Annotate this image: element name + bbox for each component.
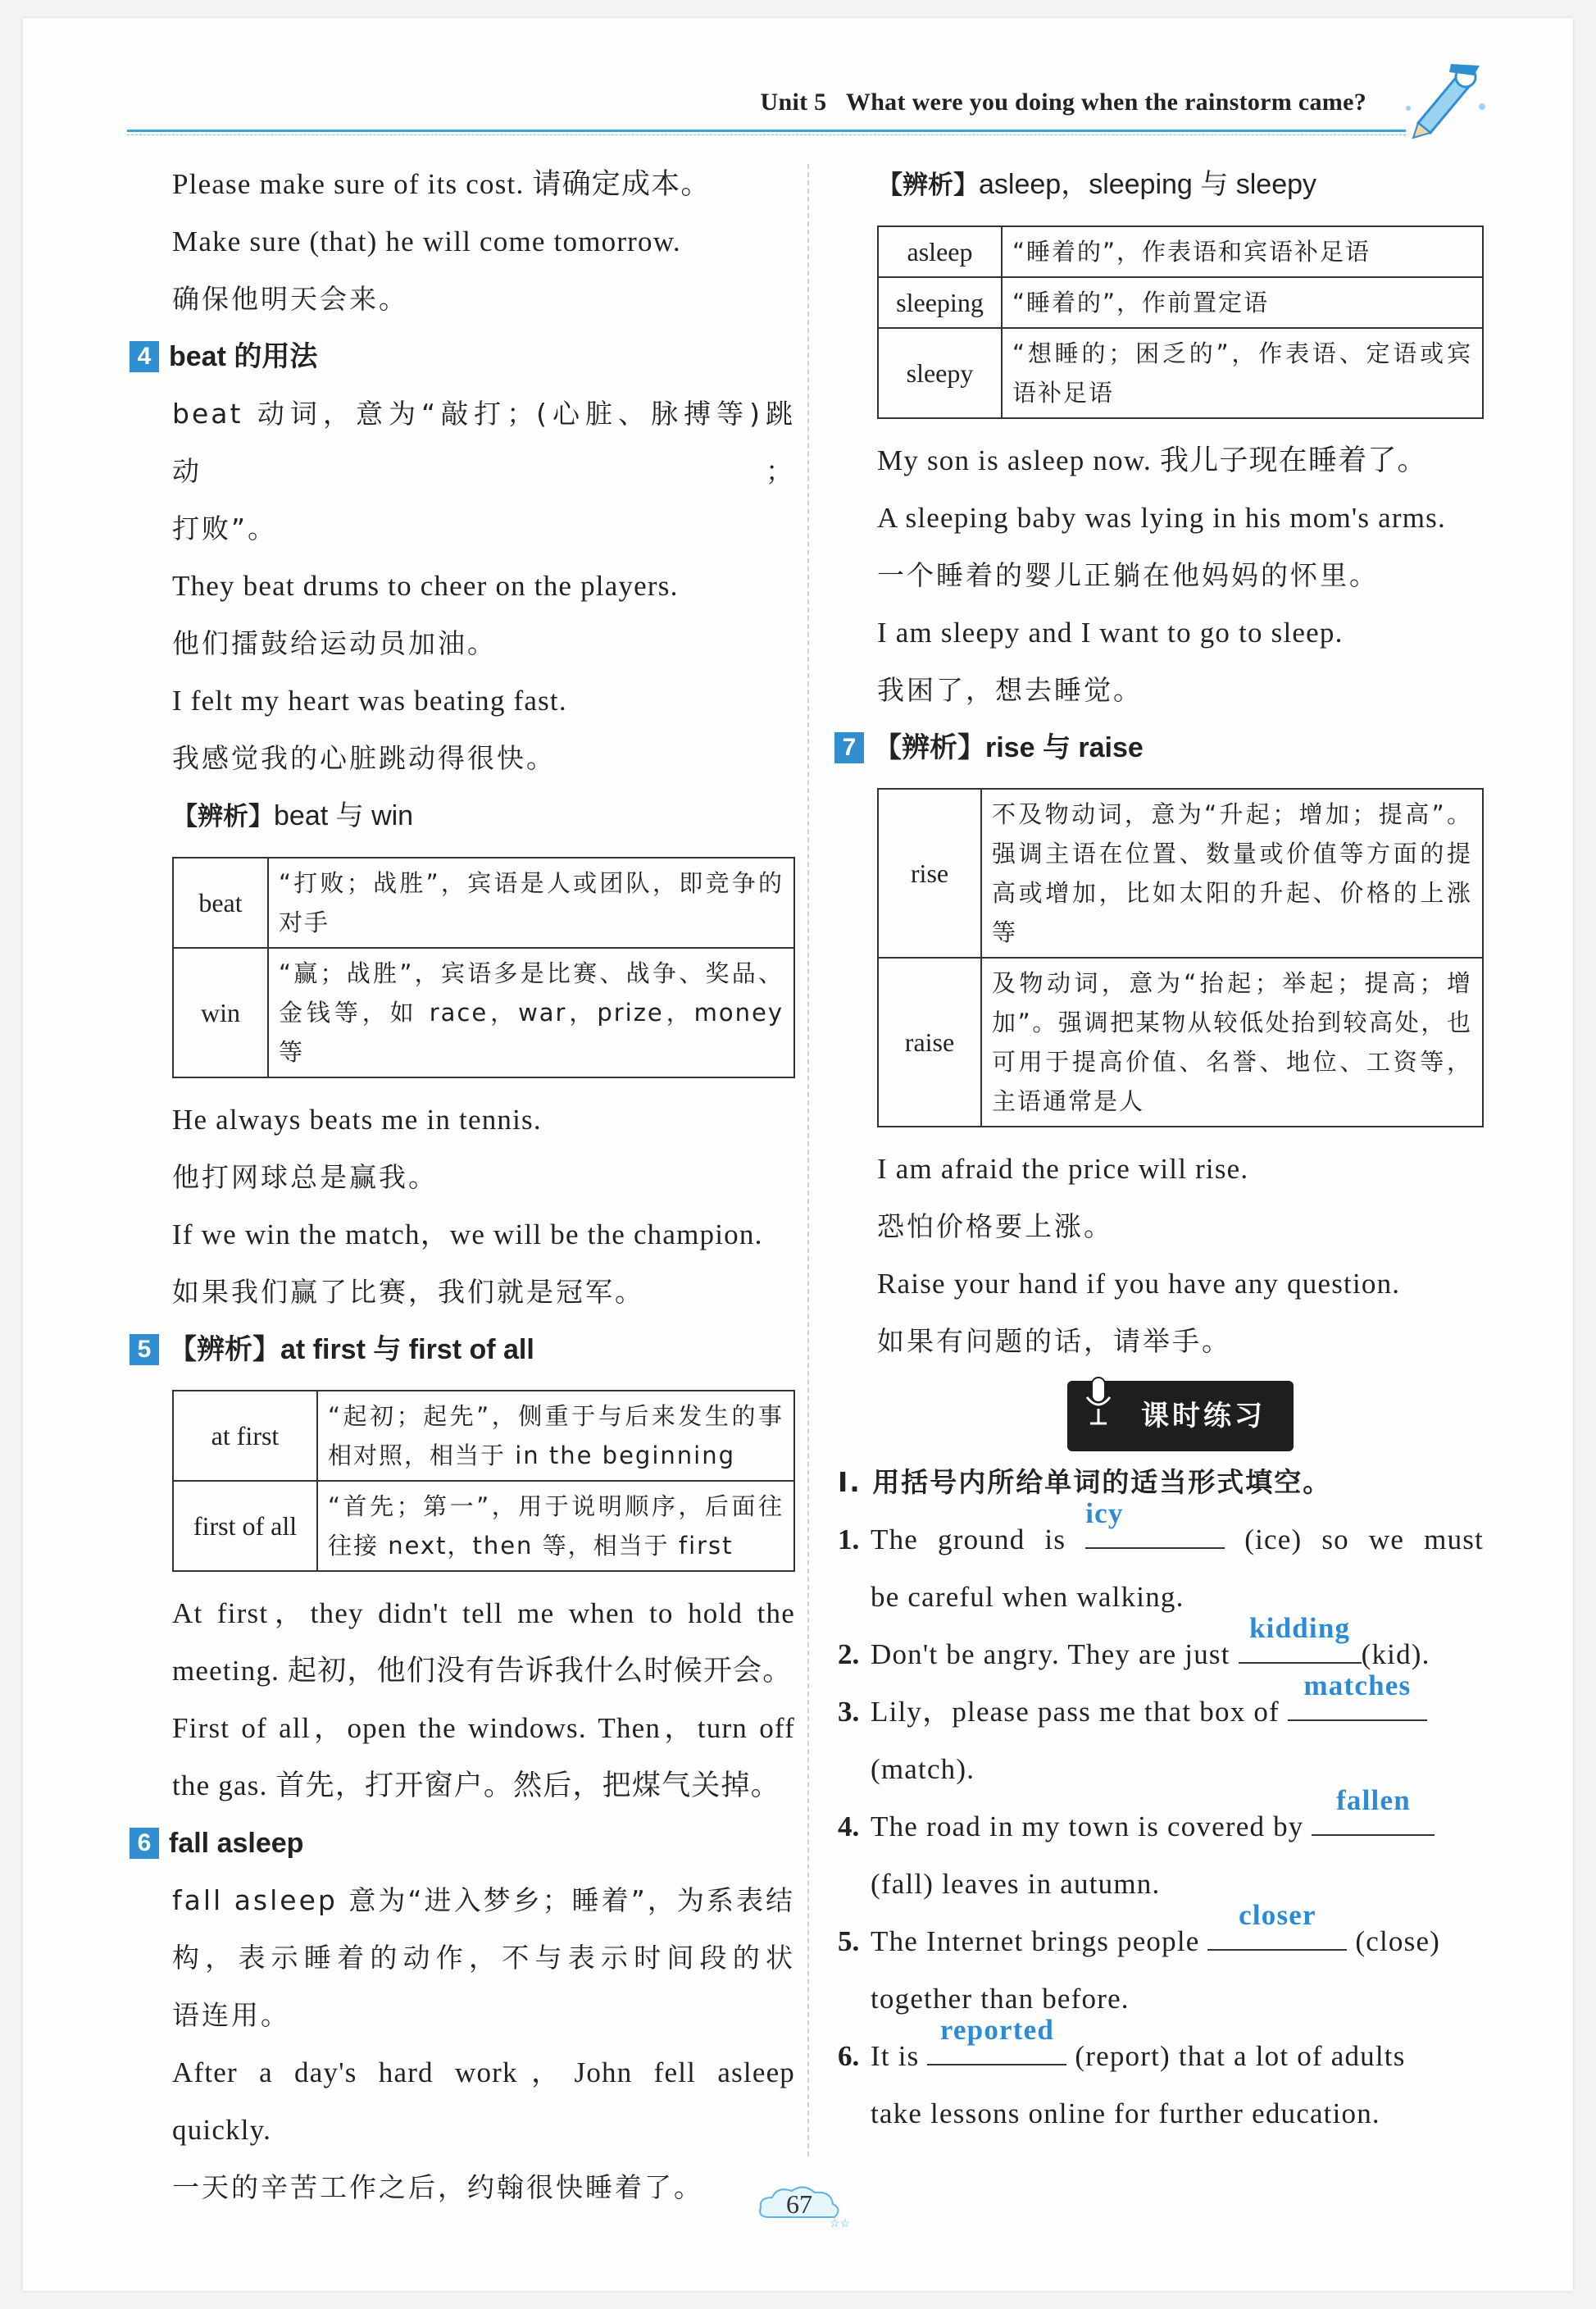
header-rule xyxy=(127,130,1406,132)
exercise-question xyxy=(838,1784,1484,1913)
right-column xyxy=(838,156,1485,2143)
example-line: meeting. 起初，他们没有告诉我什么时候开会。 xyxy=(172,1655,793,1687)
example-line: 他们擂鼓给运动员加油。 xyxy=(172,627,497,659)
example-line: They beat drums to cheer on the players. xyxy=(172,570,679,602)
section-number-badge: 5 xyxy=(130,1334,159,1365)
table-term: at first xyxy=(173,1391,317,1481)
example-line: Raise your hand if you have any question. xyxy=(877,1268,1401,1300)
answer-blank[interactable] xyxy=(1288,1669,1427,1721)
header-rule-dashed xyxy=(127,134,1406,135)
header-title xyxy=(761,89,1367,116)
question-continuation: be careful when walking. xyxy=(871,1581,1184,1613)
page-number-text: 67 xyxy=(786,2189,812,2219)
table-row xyxy=(878,328,1483,418)
table-row xyxy=(878,226,1483,277)
question-number: 1. xyxy=(838,1523,860,1555)
question-continuation: (fall) leaves in autumn. xyxy=(871,1868,1161,1900)
section-4-heading xyxy=(130,328,795,385)
question-text: The Internet brings people xyxy=(871,1925,1200,1957)
table-term: sleeping xyxy=(878,277,1002,328)
example-line: He always beats me in tennis. xyxy=(172,1104,542,1136)
table-row xyxy=(878,277,1483,328)
rise-raise-table xyxy=(877,788,1484,1127)
table-definition: “起初；起先”，侧重于与后来发生的事相对照，相当于 in the beginning xyxy=(317,1391,794,1481)
table-term: win xyxy=(173,948,268,1077)
table-row xyxy=(878,958,1483,1127)
page-header xyxy=(0,0,1596,143)
asleep-table xyxy=(877,225,1484,419)
exercise-question xyxy=(838,2014,1484,2143)
compare-heading xyxy=(877,156,1484,214)
table-definition: “赢；战胜”，宾语多是比赛、战争、奖品、金钱等，如 race，war，prize，money 等 xyxy=(268,948,794,1077)
cartoon-pencil-icon xyxy=(1402,57,1492,139)
column-divider xyxy=(807,164,809,2156)
table-term: sleepy xyxy=(878,328,1002,418)
question-continuation: together than before. xyxy=(871,1983,1130,2015)
definition-line: fall asleep 意为“进入梦乡；睡着”，为系表结 xyxy=(172,1884,795,1916)
question-text: Don't be angry. They are just xyxy=(871,1638,1230,1670)
question-text: (kid). xyxy=(1361,1638,1430,1670)
section-title: rise 与 raise xyxy=(985,732,1144,763)
question-number: 5. xyxy=(838,1925,860,1957)
unit-title: What were you doing when the rainstorm came? xyxy=(845,89,1366,116)
table-definition: “首先；第一”，用于说明顺序，后面往往接 next，then 等，相当于 first xyxy=(317,1481,794,1571)
table-term: first of all xyxy=(173,1481,317,1571)
example-line: 一个睡着的婴儿正躺在他妈妈的怀里。 xyxy=(877,559,1379,591)
answer-text: fallen xyxy=(1336,1784,1411,1816)
example-line: First of all，open the windows. Then，turn off xyxy=(172,1712,795,1744)
example-line: After a day's hard work，John fell asleep xyxy=(172,2056,795,2088)
table-definition: “打败；战胜”，宾语是人或团队，即竞争的对手 xyxy=(268,858,794,948)
unit-label: Unit 5 xyxy=(760,89,827,116)
question-text: (ice) so we must xyxy=(1244,1523,1485,1555)
answer-text: closer xyxy=(1239,1899,1316,1931)
question-text: (close) xyxy=(1355,1925,1441,1957)
definition-line: beat 动词，意为“敲打；(心脏、脉搏等)跳动； xyxy=(172,398,795,487)
compare-label: 【辨析】 xyxy=(877,171,979,200)
question-continuation: (match). xyxy=(871,1753,975,1785)
intro-line: Make sure (that) he will come tomorrow. xyxy=(172,225,681,257)
answer-text: kidding xyxy=(1248,1612,1351,1644)
section-number-badge: 4 xyxy=(130,341,159,372)
section-title: beat 的用法 xyxy=(169,341,318,372)
section-5-heading xyxy=(130,1321,795,1378)
answer-text: icy xyxy=(1085,1497,1124,1529)
table-row xyxy=(173,948,794,1077)
section-number-badge: 6 xyxy=(130,1828,159,1859)
example-line: 如果我们赢了比赛，我们就是冠军。 xyxy=(172,1276,644,1308)
question-text: Lily，please pass me that box of xyxy=(871,1696,1280,1728)
question-number: 3. xyxy=(838,1696,860,1728)
practice-banner-text: 课时练习 xyxy=(1141,1400,1266,1432)
table-row xyxy=(173,1481,794,1571)
question-text: The ground is xyxy=(871,1523,1066,1555)
section-number-badge: 7 xyxy=(834,732,864,763)
table-term: asleep xyxy=(878,226,1002,277)
example-line: I am afraid the price will rise. xyxy=(877,1153,1249,1185)
answer-blank[interactable] xyxy=(1207,1899,1347,1951)
definition-line: 构，表示睡着的动作，不与表示时间段的状 xyxy=(172,1942,795,1974)
table-term: beat xyxy=(173,858,268,948)
section-6-heading xyxy=(130,1815,795,1872)
question-text: (report) that a lot of adults xyxy=(1075,2040,1406,2072)
example-line: I felt my heart was beating fast. xyxy=(172,685,567,717)
example-line: I am sleepy and I want to go to sleep. xyxy=(877,617,1344,649)
question-number: 6. xyxy=(838,2040,860,2072)
svg-text:☆☆: ☆☆ xyxy=(830,2217,851,2230)
answer-text: matches xyxy=(1303,1669,1412,1701)
table-row xyxy=(173,858,794,948)
table-row xyxy=(878,789,1483,958)
table-definition: “睡着的”，作表语和宾语补足语 xyxy=(1002,226,1483,277)
page-number xyxy=(754,2181,851,2230)
table-row xyxy=(173,1391,794,1481)
definition-line: 打败”。 xyxy=(172,512,278,544)
microphone-icon xyxy=(1082,1376,1115,1428)
example-line: My son is asleep now. 我儿子现在睡着了。 xyxy=(877,444,1427,476)
beat-win-table xyxy=(172,857,795,1078)
table-term: rise xyxy=(878,789,981,958)
example-line: 我感觉我的心脏跳动得很快。 xyxy=(172,742,556,774)
answer-blank[interactable] xyxy=(927,2014,1066,2065)
example-line: A sleeping baby was lying in his mom's arms. xyxy=(877,502,1446,534)
example-line: If we win the match，we will be the champion. xyxy=(172,1218,763,1250)
compare-label: 【辨析】 xyxy=(874,731,985,764)
table-definition: 不及物动词，意为“升起；增加；提高”。强调主语在位置、数量或价值等方面的提高或增加，比如太阳的升起、价格的上涨等 xyxy=(981,789,1483,958)
answer-text: reported xyxy=(939,2014,1055,2046)
intro-line: 确保他明天会来。 xyxy=(172,283,408,315)
question-number: 2. xyxy=(838,1638,860,1670)
question-text: The road in my town is covered by xyxy=(871,1810,1304,1842)
example-line: 如果有问题的话，请举手。 xyxy=(877,1325,1231,1357)
table-definition: 及物动词，意为“抬起；举起；提高；增加”。强调把某物从较低处抬到较高处，也可用于提高价值、名誉、地位、工资等，主语通常是人 xyxy=(981,958,1483,1127)
section-title: fall asleep xyxy=(169,1828,304,1859)
section-7-heading xyxy=(834,719,1484,776)
example-line: 一天的辛苦工作之后，约翰很快睡着了。 xyxy=(172,2171,703,2203)
section-title: at first 与 first of all xyxy=(280,1334,534,1365)
compare-label: 【辨析】 xyxy=(169,1333,280,1366)
example-line: quickly. xyxy=(172,2114,272,2146)
intro-line: Please make sure of its cost. 请确定成本。 xyxy=(172,168,711,200)
example-line: 恐怕价格要上涨。 xyxy=(877,1210,1113,1242)
compare-text: beat 与 win xyxy=(274,800,414,831)
practice-banner xyxy=(877,1383,1484,1449)
practice-banner-label xyxy=(1067,1381,1294,1451)
question-number: 4. xyxy=(838,1810,860,1842)
example-line: 我困了，想去睡觉。 xyxy=(877,674,1143,706)
answer-blank[interactable] xyxy=(1312,1784,1435,1836)
example-line: the gas. 首先，打开窗户。然后，把煤气关掉。 xyxy=(172,1769,780,1801)
at-first-table xyxy=(172,1390,795,1572)
table-term: raise xyxy=(878,958,981,1127)
left-column xyxy=(137,156,795,2216)
example-line: At first，they didn't tell me when to hold the xyxy=(172,1597,795,1629)
question-continuation: take lessons online for further education. xyxy=(871,2097,1380,2129)
example-line: 他打网球总是赢我。 xyxy=(172,1161,438,1193)
definition-line: 语连用。 xyxy=(172,1999,290,2031)
table-definition: “想睡的；困乏的”，作表语、定语或宾语补足语 xyxy=(1002,328,1483,418)
compare-text: asleep，sleeping 与 sleepy xyxy=(979,169,1317,200)
question-text: It is xyxy=(871,2040,920,2072)
exercise-question xyxy=(838,1497,1485,1626)
answer-blank[interactable] xyxy=(1085,1497,1225,1549)
compare-heading xyxy=(172,787,795,845)
compare-label: 【辨析】 xyxy=(172,802,274,831)
table-definition: “睡着的”，作前置定语 xyxy=(1002,277,1483,328)
exercise-instructions: Ⅰ. 用括号内所给单词的适当形式填空。 xyxy=(838,1466,1332,1498)
